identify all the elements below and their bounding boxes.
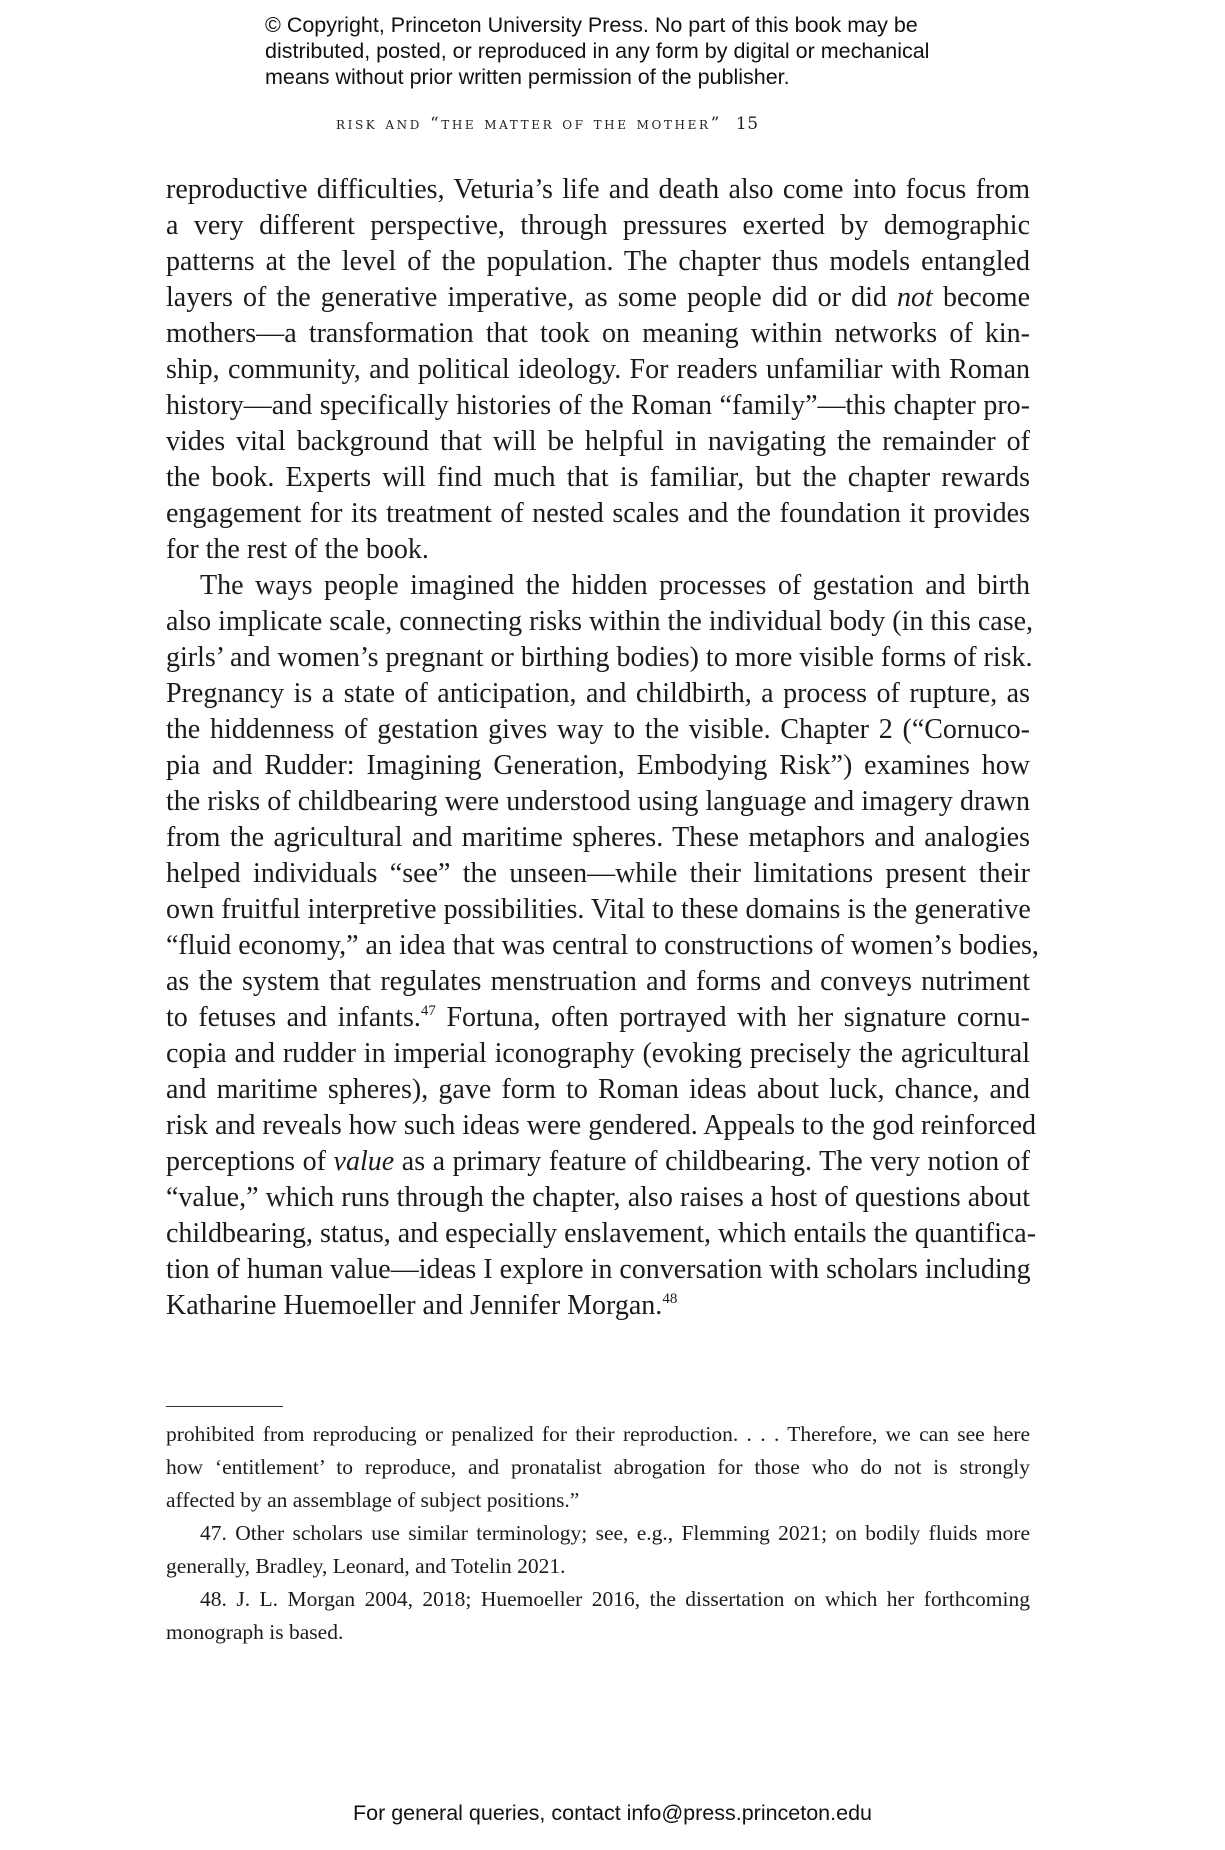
text-line: layers of the generative imperative, as some people did or did not become xyxy=(166,282,1030,313)
footnote xyxy=(166,1517,1030,1583)
footnote xyxy=(166,1418,1030,1517)
text-line: reproductive difficulties, Veturia’s life and death also come into focus from xyxy=(166,174,1030,205)
text-line: mothers—a transformation that took on meaning within networks of kin- xyxy=(166,318,1030,349)
text-line: to fetuses and infants.$^{47}$ Fortuna, often portrayed with her signature cornu- xyxy=(166,1002,1030,1033)
text-line: risk and reveals how such ideas were gendered. Appeals to the god reinforced xyxy=(166,1110,1037,1141)
italic-text: not xyxy=(897,282,933,313)
text-line: how ‘entitlement’ to reproduce, and pronatalist abrogation for those who do not is strongly xyxy=(166,1455,1030,1479)
footnote-marker[interactable]: 48 xyxy=(662,1291,678,1307)
text-line: girls’ and women’s pregnant or birthing bodies) to more visible forms of risk. xyxy=(166,642,1033,673)
text-line: history—and specifically histories of the Roman “family”—this chapter pro- xyxy=(166,390,1030,421)
page-number: 15 xyxy=(735,114,759,134)
footnotes xyxy=(166,1418,1030,1649)
text-line: ship, community, and political ideology. For readers unfamiliar with Roman xyxy=(166,354,1030,385)
text-line: helped individuals “see” the unseen—while their limitations present their xyxy=(166,858,1030,889)
text-line: tion of human value—ideas I explore in conversation with scholars including xyxy=(166,1254,1031,1285)
text-line: engagement for its treatment of nested scales and the foundation it provides xyxy=(166,498,1030,529)
contact-footer: For general queries, contact info@press.princeton.edu xyxy=(352,1801,872,1825)
text-line: affected by an assemblage of subject positions.” xyxy=(166,1488,580,1512)
italic-text: value xyxy=(333,1146,395,1177)
footnote xyxy=(166,1583,1030,1649)
copyright-notice xyxy=(265,12,1025,90)
body-text xyxy=(166,172,1039,1324)
text-line: pia and Rudder: Imagining Generation, Embodying Risk”) examines how xyxy=(166,750,1030,781)
text-line: own fruitful interpretive possibilities. Vital to these domains is the generative xyxy=(166,894,1031,925)
running-head-title: risk and “the matter of the mother” xyxy=(336,114,722,134)
copyright-line: distributed, posted, or reproduced in any form by digital or mechanical xyxy=(265,39,930,63)
text-line: as the system that regulates menstruation and forms and conveys nutriment xyxy=(166,966,1030,997)
copyright-line: means without prior written permission of the publisher. xyxy=(265,65,790,89)
text-line: Katharine Huemoeller and Jennifer Morgan.$^{48}$ xyxy=(166,1290,678,1321)
text-line: generally, Bradley, Leonard, and Totelin 2021. xyxy=(166,1554,566,1578)
text-line: also implicate scale, connecting risks within the individual body (in this case, xyxy=(166,606,1034,637)
text-line: Pregnancy is a state of anticipation, and childbirth, a process of rupture, as xyxy=(166,678,1030,709)
footnote-divider xyxy=(166,1406,283,1407)
text-line: prohibited from reproducing or penalized for their reproduction. . . . Therefore, we can see here xyxy=(166,1422,1030,1446)
text-line: the risks of childbearing were understood using language and imagery drawn xyxy=(166,786,1030,817)
text-line: perceptions of value as a primary feature of childbearing. The very notion of xyxy=(166,1146,1030,1177)
text-line: the hiddenness of gestation gives way to the visible. Chapter 2 (“Cornuco- xyxy=(166,714,1030,745)
text-line: a very different perspective, through pressures exerted by demographic xyxy=(166,210,1030,241)
text-line: the book. Experts will find much that is familiar, but the chapter rewards xyxy=(166,462,1030,493)
text-line: for the rest of the book. xyxy=(166,534,429,565)
paragraph-2 xyxy=(166,568,1039,1324)
running-head xyxy=(336,114,896,134)
text-line: “value,” which runs through the chapter, also raises a host of questions about xyxy=(166,1182,1030,1213)
footnote-marker[interactable]: 47 xyxy=(420,1003,436,1019)
text-line: 48. J. L. Morgan 2004, 2018; Huemoeller 2016, the dissertation on which her forthcoming xyxy=(200,1587,1030,1611)
text-line: from the agricultural and maritime spheres. These metaphors and analogies xyxy=(166,822,1030,853)
text-line: copia and rudder in imperial iconography (evoking precisely the agricultural xyxy=(166,1038,1030,1069)
text-line: monograph is based. xyxy=(166,1620,344,1644)
text-line: patterns at the level of the population. The chapter thus models entangled xyxy=(166,246,1030,277)
text-line: vides vital background that will be helpful in navigating the remainder of xyxy=(166,426,1030,457)
text-line: 47. Other scholars use similar terminology; see, e.g., Flemming 2021; on bodily fluids more xyxy=(200,1521,1030,1545)
paragraph-1 xyxy=(166,172,1030,568)
text-line: The ways people imagined the hidden processes of gestation and birth xyxy=(200,570,1030,601)
copyright-line: © Copyright, Princeton University Press. No part of this book may be xyxy=(265,13,918,37)
text-line: “fluid economy,” an idea that was central to constructions of women’s bodies, xyxy=(166,930,1039,961)
text-line: childbearing, status, and especially enslavement, which entails the quantifica- xyxy=(166,1218,1037,1249)
text-line: and maritime spheres), gave form to Roman ideas about luck, chance, and xyxy=(166,1074,1030,1105)
